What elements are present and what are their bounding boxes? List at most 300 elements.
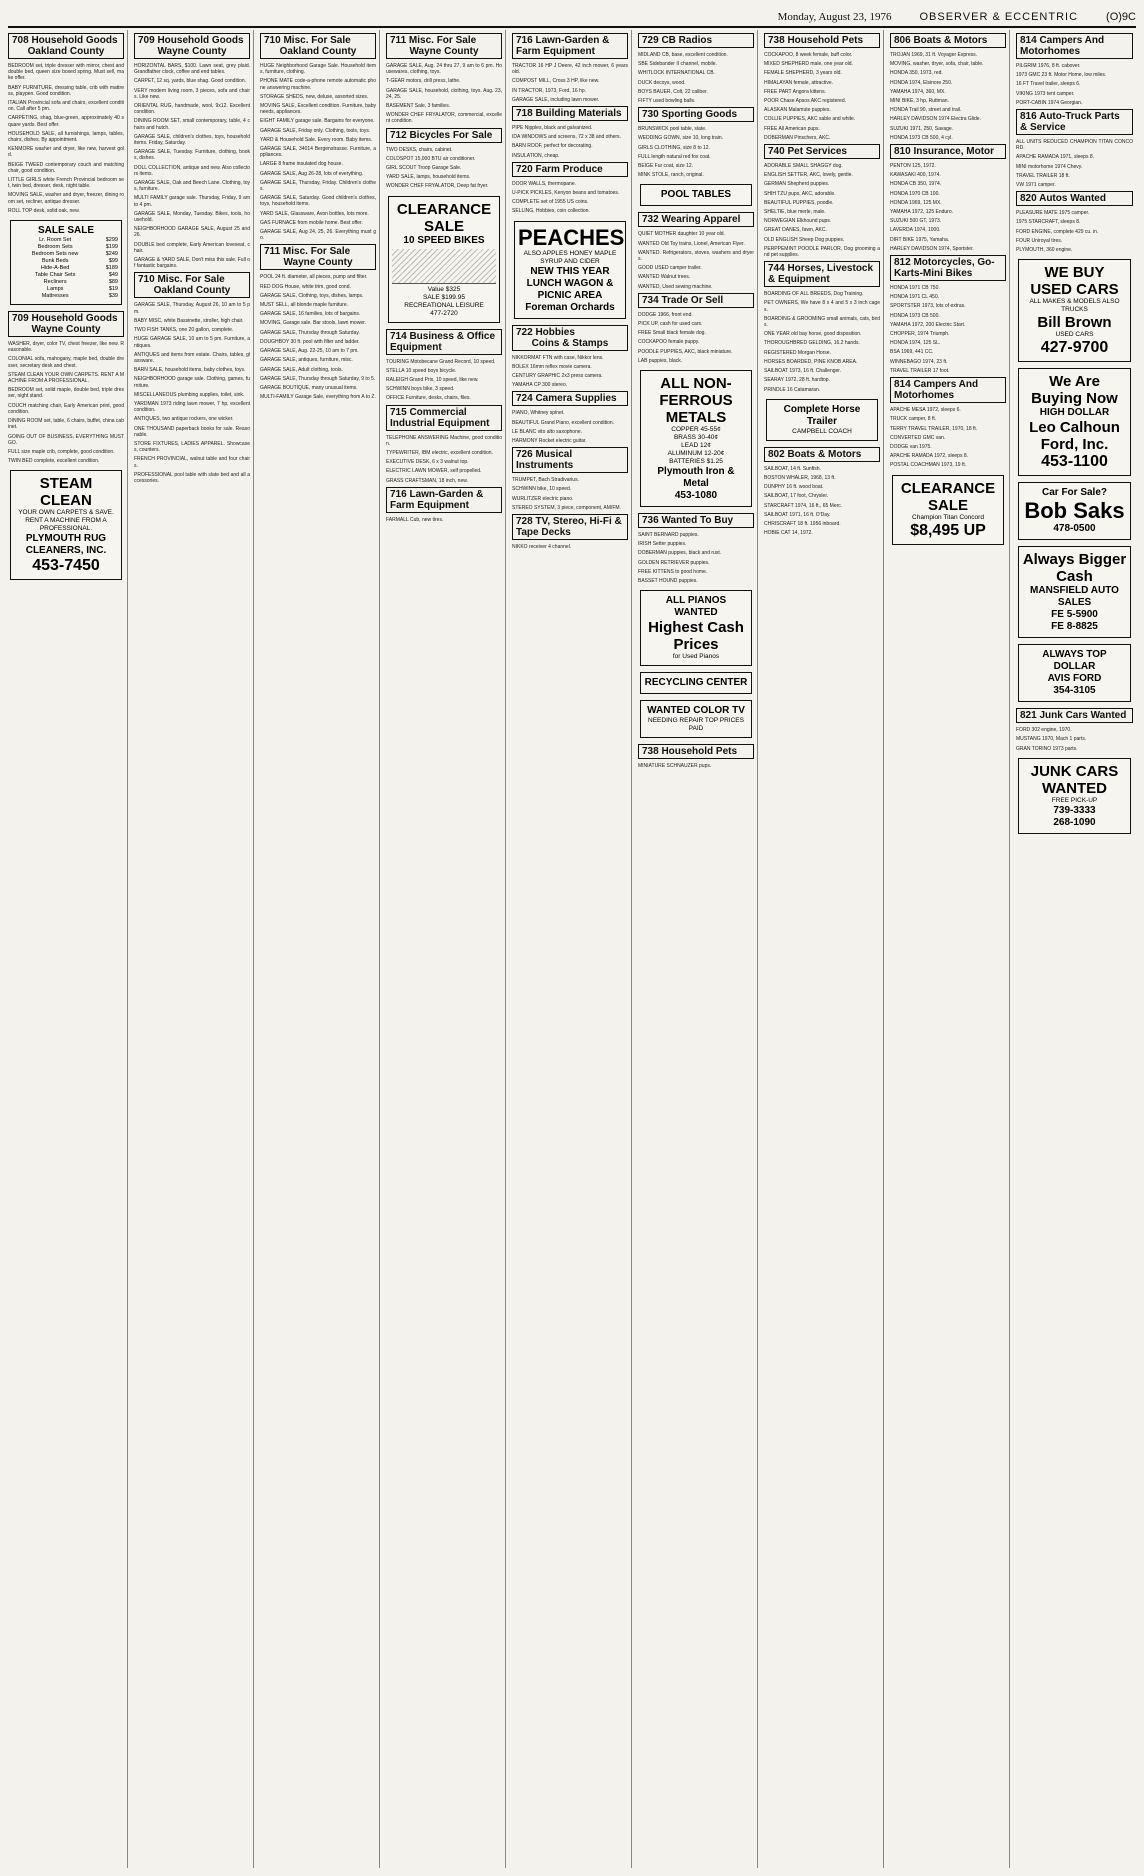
classified-ad: GERMAN Shepherd puppies. <box>764 181 830 188</box>
column-2 <box>134 30 254 1868</box>
classified-ad: DOUGHBOY 30 ft. pool with filter and ladder. <box>260 338 360 345</box>
classified-ad: GARAGE SALE, Thursday, Friday. Children's clothes. <box>260 179 376 193</box>
classified-ad: LARGE 8 frame insulated dog house. <box>260 161 343 168</box>
display-ad-line: Always Bigger Cash <box>1022 551 1127 586</box>
table-cell: Table Chair Sets <box>34 272 76 279</box>
classified-ad: PROFESSIONAL pool table with slate bed and all accessories. <box>134 471 250 484</box>
section-title: 729 CB Radios <box>642 35 713 46</box>
display-ad-line: FE 5-5900 <box>1051 609 1098 621</box>
classified-ad: GREAT DANES, fawn, AKC. <box>764 227 827 234</box>
section-heading <box>512 325 628 351</box>
classified-ad: INSULATION, cheap. <box>512 152 560 159</box>
section-heading <box>260 244 376 270</box>
section-title: 812 Motorcycles, Go-Karts-Mini Bikes <box>894 257 995 280</box>
classified-ad: MOVING SALE, Excellent condition. Furniture, baby needs, appliances. <box>260 103 376 116</box>
classified-ad: BEDROOM set, triple dresser with mirror, chest and double bed, queen size boxed spring. Must sell, make offer. <box>8 63 124 82</box>
classified-ad: HONDA 1969, 125 MX. <box>890 199 942 206</box>
section-heading <box>890 255 1006 281</box>
display-ad-line: 10 SPEED BIKES <box>403 234 485 246</box>
classified-ad: NEIGHBORHOOD GARAGE SALE, August 25 and 26. <box>134 226 250 239</box>
section-heading <box>260 33 376 59</box>
section-heading <box>764 447 880 462</box>
display-ad-line: SALE $199.95 <box>423 293 465 301</box>
classified-ad: GIRLS CLOTHING, size 8 to 12. <box>638 144 710 151</box>
display-ad-line: WE BUY USED CARS <box>1030 264 1119 299</box>
display-ad-line: ALL NON-FERROUS METALS <box>659 375 733 427</box>
display-ad-line: 478-0500 <box>1053 523 1096 535</box>
classified-ad: ONE YEAR old bay horse, good disposition. <box>764 331 862 338</box>
classified-ad: HUGE Neighborhood Garage Sale. Household items, furniture, clothing. <box>260 63 376 76</box>
section-title: 722 Hobbies <box>516 326 575 338</box>
display-ad-line: ALL MAKES & MODELS ALSO TRUCKS <box>1029 298 1120 314</box>
classified-ad: HONDA 350, 1973, red. <box>890 70 943 77</box>
classified-ad: PICK UP, cash for used cars. <box>638 321 703 328</box>
section-heading <box>890 377 1006 403</box>
section-subtitle: Wayne County <box>283 257 353 269</box>
classified-ad: WANTED Old Toy trains, Lionel, American Flyer. <box>638 240 745 247</box>
classified-ad: YARD & Household Sale. Every room. Baby items. <box>260 136 373 143</box>
display-ad <box>1018 758 1131 834</box>
display-ad-line: COPPER 45-55¢ <box>671 426 721 434</box>
classified-ad: GARAGE SALE, Aug 26-28, lots of everything. <box>260 170 364 177</box>
classified-ad: SAINT BERNARD puppies. <box>638 532 699 539</box>
classified-ad: TERRY TRAVEL TRAILER, 1970, 18 ft. <box>890 425 978 432</box>
table-cell: $199 <box>105 244 118 251</box>
classified-ad: TELEPHONE ANSWERING Machine, good condition. <box>386 434 502 447</box>
classified-ad: FORD ENGINE, complete 429 cu. in. <box>1016 228 1099 235</box>
column-6 <box>638 30 758 1868</box>
classified-ad: VIKING 1973 tent camper. <box>1016 90 1075 97</box>
classified-ad: GARAGE SALE, including lawn mower. <box>512 96 600 103</box>
section-heading <box>386 487 502 513</box>
classified-ad: HONDA Trail 90, street and trail. <box>890 107 962 114</box>
classified-ad: REGISTERED Morgan Horse. <box>764 349 831 356</box>
section-heading <box>1016 191 1133 206</box>
classified-ad: COMPLETE set of 1955 US coins. <box>512 199 589 206</box>
classified-ad: HORIZONTAL BARS, $100. Lawn seat, grey plaid. Grandfather clock, coffee and end tables. <box>134 63 250 76</box>
classified-ad: WEDDING GOWN, size 10, long train. <box>638 135 724 142</box>
display-ad-line: ALL PIANOS WANTED <box>665 595 727 619</box>
classified-ad: FRENCH PROVINCIAL, walnut table and four chairs. <box>134 456 250 469</box>
classified-ad: HIMALAYAN female, attractive. <box>764 79 834 86</box>
section-title: 714 Business & Office Equipment <box>390 330 496 353</box>
classified-ad: BEAUTIFUL PUPPIES, poodle. <box>764 199 834 206</box>
section-subtitle: Oakland County <box>153 285 231 297</box>
classified-ad: ANTIQUES, two antique rockers, one wicker. <box>134 416 234 423</box>
classified-ad: MINIATURE SCHNAUZER pups. <box>638 763 712 770</box>
classified-ad: POOL 24 ft. diameter, all pieces, pump and filter. <box>260 274 368 281</box>
classified-ad: MINI motorhome 1974 Chevy. <box>1016 163 1083 170</box>
classified-ad: WASHER, dryer, color TV, chest freezer, like new. Reasonable. <box>8 341 124 354</box>
classified-ad: MULTI-FAMILY Garage Sale, everything from A to Z. <box>260 394 376 401</box>
classified-ad: COUCH matching chair, Early American print, good condition. <box>8 402 124 415</box>
section-heading <box>8 33 124 59</box>
section-title: 715 Commercial Industrial Equipment <box>390 406 490 429</box>
classified-ad: HONDA 1971 CB 750. <box>890 285 940 292</box>
table-row <box>14 251 118 258</box>
classified-ad: PERPPEMINT POODLE PARLOR, Dog grooming and pet supplies. <box>764 245 880 259</box>
display-ad-line: 453-1100 <box>1041 453 1108 471</box>
section-heading <box>386 329 502 355</box>
classified-ad: DUCK decoys, wood. <box>638 79 686 86</box>
section-heading <box>386 33 502 59</box>
classified-ad: FREE KITTENS to good home. <box>638 568 708 575</box>
section-heading <box>638 293 754 308</box>
section-title: 820 Autos Wanted <box>1020 193 1106 205</box>
classified-ad: HARLEY DAVIDSON 1974 Electra Glide. <box>890 116 981 123</box>
table-row <box>14 244 118 251</box>
classified-ad: WINNEBAGO 1974, 23 ft. <box>890 358 948 365</box>
display-ad <box>766 399 878 441</box>
classified-ad: SHELTIE, blue merle, male. <box>764 209 826 216</box>
classified-ad: DIRT BIKE 1975, Yamaha. <box>890 236 950 243</box>
classified-ad: TWIN BED complete, excellent condition. <box>8 458 100 465</box>
section-heading <box>512 33 628 59</box>
display-ad-line: Champion Titan Concord <box>912 513 984 521</box>
display-ad-line: STEAM CLEAN <box>39 475 93 510</box>
display-ad <box>1018 482 1131 540</box>
classified-ad: HORSES BOARDED, PINE KNOB AREA. <box>764 358 858 365</box>
display-ad <box>10 470 122 580</box>
section-title: 740 Pet Services <box>768 146 847 158</box>
classified-ad: GARAGE SALE, Saturday. Good children's clothes, toys, household items. <box>260 195 376 208</box>
classified-ad: GARAGE SALE, Aug. 24 thru 27, 9 am to 6 pm. Housewares, clothing, toys. <box>386 63 502 76</box>
section-title: 709 Household Goods <box>12 313 118 325</box>
section-subtitle: Wayne County <box>409 46 479 57</box>
section-title: 738 Household Pets <box>768 35 864 46</box>
classified-ad: BEIGE Fur coat, size 12. <box>638 163 694 170</box>
display-ad <box>640 700 752 738</box>
classified-ad: GOLDEN RETRIEVER puppies. <box>638 559 710 566</box>
display-ad-line: POOL TABLES <box>660 189 732 201</box>
classified-ad: CHOPPER, 1974 Triumph. <box>890 331 950 338</box>
classified-ad: APACHE MESA 1972, sleeps 6. <box>890 407 961 414</box>
classified-ad: HARMONY Rocket electric guitar. <box>512 438 587 445</box>
classified-ad: SAILBOAT, 17 foot, Chrysler. <box>764 493 829 500</box>
table-row <box>14 279 118 286</box>
classified-ad: GARAGE SALE, Oak and Beech Lane. Clothing, toys, furniture. <box>134 180 250 193</box>
classified-ad: PILGRIM 1976, 8 ft. cabover. <box>1016 63 1081 69</box>
classified-ad: PIPE Nipples, black and galvanized. <box>512 125 593 132</box>
classified-ad: LE BLANC vito alto saxophone. <box>512 428 583 435</box>
classified-ad: DUNPHY 16 ft. wood boat. <box>764 484 824 491</box>
classified-ad: TRUMPET, Bach Stradivarius. <box>512 477 579 484</box>
display-ad-line: Bob Saks <box>1024 498 1125 524</box>
classified-ad: BOARDING OF ALL BREEDS, Dog Training. <box>764 291 864 298</box>
classified-ad: BOYS BAUER, Colt, 22 caliber. <box>638 88 708 95</box>
section-heading <box>386 128 502 143</box>
classified-ad: FREE PART Angora kittens. <box>764 88 826 95</box>
classified-ad: BOARDING & GROOMING small animals, cats, birds. <box>764 315 880 329</box>
classified-ad: ROLL TOP desk, solid oak, new. <box>8 207 80 214</box>
table-cell: $19 <box>108 286 118 293</box>
classified-ad: SELLING, Hobbies, coin collection. <box>512 208 590 215</box>
classified-ad: COLONIAL sofa, mahogany, maple bed, double dresser, secretary desk and chest. <box>8 356 124 369</box>
classified-ad: GARAGE SALE, Thursday through Saturday, 9 to 5. <box>260 375 376 382</box>
display-ad-line: Highest Cash Prices <box>648 619 744 654</box>
classified-ad: WHITLOCK INTERNATIONAL CB. <box>638 70 715 77</box>
display-ad-line: Value $325 <box>427 285 461 293</box>
section-heading <box>1016 33 1133 59</box>
section-title: 711 Misc. For Sale <box>264 246 351 258</box>
classified-ad: PRINDLE 16 Catamaran. <box>764 386 821 393</box>
classified-ad: CHRISCRAFT 18 ft. 1956 inboard. <box>764 520 841 527</box>
classified-ad: SCHWINN bike, 10 speed. <box>512 486 572 493</box>
section-title: 816 Auto-Truck Parts & Service <box>1020 111 1120 134</box>
column-7 <box>764 30 884 1868</box>
display-ad-line: WANTED COLOR TV <box>647 705 745 717</box>
section-title: 810 Insurance, Motor <box>894 146 995 158</box>
section-title: 736 Wanted To Buy <box>642 515 734 527</box>
classified-ad: STORE FIXTURES, LADIES APPAREL. Showcases, counters. <box>134 440 250 454</box>
section-subtitle: Wayne County <box>31 324 101 336</box>
classified-ad: HONDA CB 350, 1974. <box>890 181 942 188</box>
classified-ad: STEREO SYSTEM, 3 piece, component, AM/FM. <box>512 504 621 511</box>
classified-ad: LITTLE GIRLS white French Provincial bedroom set, twin bed, dresser, desk, night table. <box>8 177 124 190</box>
display-ad-line: 477-2720 <box>430 309 458 317</box>
section-heading <box>512 514 628 540</box>
classified-ad: QUIET MOTHER daughter 10 year old. <box>638 231 725 238</box>
display-ad-line: Foreman Orchards <box>525 301 615 313</box>
classified-ad: WANTED, Used sewing machine. <box>638 283 713 290</box>
classified-ad: HONDA 1971 CL 450. <box>890 294 940 301</box>
classified-ad: DOBERMAN Pinschers, AKC. <box>764 134 831 141</box>
classified-ad: IDA WINDOWS and screens, 72 x 38 and others. <box>512 134 621 141</box>
price-table <box>14 237 118 300</box>
classified-ad: YARDMAN 1973 riding lawn mower, 7 hp, excellent condition. <box>134 400 250 414</box>
classified-ad: GOING OUT OF BUSINESS, EVERYTHING MUST GO. <box>8 433 124 446</box>
table-cell: Mattresses <box>41 293 69 300</box>
classified-ad: GARAGE SALE, Thursday through Saturday. <box>260 329 360 336</box>
classified-ad: GRAN TORINO 1973 parts. <box>1016 745 1078 752</box>
classified-ad: COLDSPOT 15,000 BTU air conditioner. <box>386 155 476 162</box>
display-ad-line: Complete Horse Trailer <box>783 403 861 427</box>
classified-ad: GARAGE SALE, Aug 24, 25, 26. Everything must go. <box>260 229 376 242</box>
classified-ad: PORT-CABIN 1974 Georgian. <box>1016 99 1083 106</box>
classified-ad: OFFICE Furniture, desks, chairs, files. <box>386 395 471 402</box>
display-ad-line: Car For Sale? <box>1041 487 1108 499</box>
classified-ad: ENGLISH SETTER, AKC, lovely, gentle. <box>764 172 853 179</box>
section-title: 710 Misc. For Sale <box>264 35 351 46</box>
classified-ad: U-PICK PICKLES, Kenyon beans and tomatoes. <box>512 190 620 197</box>
display-ad <box>640 370 752 507</box>
section-title: 814 Campers And Motorhomes <box>894 379 979 402</box>
classified-ad: CENTURY GRAPHIC 2x3 press camera. <box>512 373 603 380</box>
display-ad-line: BATTERIES $1.25 <box>669 458 723 466</box>
classified-ad: CONVERTED GMC van. <box>890 434 946 441</box>
classified-ad: SAILBOAT, 14 ft. Sunfish. <box>764 465 821 472</box>
classified-ad: GIRL SCOUT Troop Garage Sale. <box>386 165 462 172</box>
classified-ad: GARAGE SALE, 34014 Bergenstrasse. Furniture, appliances. <box>260 146 376 159</box>
classified-ad: RED DOG House, white trim, good cond. <box>260 283 351 290</box>
section-heading <box>1016 109 1133 135</box>
classified-ad: GARAGE SALE, Thursday, August 26, 10 am to 5 pm. <box>134 302 250 315</box>
classified-ad: MOVING, Garage sale. Bar stools, lawn mower. <box>260 320 366 327</box>
classified-ad: DOBERMAN puppies, black and rust. <box>638 550 722 557</box>
section-heading <box>638 33 754 48</box>
display-ad <box>388 196 500 323</box>
classified-ad: YAMAHA CP 300 stereo. <box>512 382 568 389</box>
classified-ad: STEAM CLEAN YOUR OWN CARPETS. RENT A MACHINE FROM A PROFESSIONAL. <box>8 371 124 385</box>
classified-ad: ONE THOUSAND paperback books for sale. Reasonable. <box>134 425 250 438</box>
classified-ad: LAB puppies, black. <box>638 357 683 364</box>
classified-ad: NEIGHBORHOOD garage sale. Clothing, games, furniture. <box>134 376 250 389</box>
classified-ad: HOBIE CAT 14, 1972. <box>764 530 813 537</box>
classified-ad: TROJAN 1969, 31 ft. Voyager Express. <box>890 52 977 58</box>
classified-ad: TWO DESKS, chairs, cabinet. <box>386 146 453 153</box>
bicycle-illustration <box>392 249 496 284</box>
display-ad-line: NEW THIS YEAR LUNCH WAGON & PICNIC AREA <box>526 265 614 301</box>
classified-ad: SUZUKI 1971, 250, Savage. <box>890 125 954 132</box>
column-1 <box>8 30 128 1868</box>
classified-ad: FREE All American pups. <box>764 125 820 132</box>
display-ad-line: ALUMINUM 12-20¢ <box>667 450 725 458</box>
classified-ad: POOR Chase Apsos AKC registered. <box>764 98 846 105</box>
classified-ad: DOOR WALLS, thermopane. <box>512 180 577 187</box>
column-8 <box>890 30 1010 1868</box>
section-title: 732 Wearing Apparel <box>642 214 741 226</box>
classified-ad: GARAGE SALE, household, clothing, toys. Aug. 23, 24, 25. <box>386 87 502 100</box>
classified-ad: ORIENTAL RUG, handmade, wool, 9x12. Excellent condition. <box>134 103 250 116</box>
classified-ad: GARAGE SALE, Tuesday. Furniture, clothing, books, dishes. <box>134 149 250 162</box>
table-cell: $299 <box>105 237 118 244</box>
classified-ad: DINING ROOM SET, small contemporary, table, 4 chairs and hutch. <box>134 118 250 131</box>
classified-ad: PET OWNERS, We have 8 x 4 and 5 x 3 inch cages. <box>764 300 880 313</box>
display-ad-line: MANSFIELD AUTO SALES <box>1030 585 1119 609</box>
classified-ad: HONDA 1973 CB 500. <box>890 312 940 319</box>
issue-date: Monday, August 23, 1976 <box>777 11 892 23</box>
classified-ad: GARAGE BOUTIQUE, many unusual items. <box>260 384 358 391</box>
display-ad-line: FE 8-8825 <box>1051 621 1098 633</box>
classified-ad: HONDA 1973 CB 500, 4 cyl. <box>890 134 953 141</box>
table-cell: $49 <box>108 272 118 279</box>
classified-ad: SAILBOAT 1973, 16 ft. Challenger. <box>764 368 842 375</box>
display-ad-line: CAMPBELL COACH <box>792 427 852 435</box>
section-subtitle: Coins & Stamps <box>531 337 609 349</box>
section-title: 716 Lawn-Garden & Farm Equipment <box>390 488 484 511</box>
classified-ad: DOUBLE bed complete, Early American loveseat, chair. <box>134 241 250 254</box>
classified-ad: T-GEAR motors, drill press, lathe. <box>386 78 461 85</box>
classified-ad: SAILBOAT 1971, 16 ft. O'Day. <box>764 511 831 518</box>
classified-ad: GARAGE SALE, antiques, furniture, misc. <box>260 357 353 364</box>
display-ad-line: We Are Buying Now <box>1031 373 1118 408</box>
display-ad-line: JUNK CARS WANTED <box>1030 762 1119 797</box>
classified-ad: TRAVEL TRAILER 18 ft. <box>1016 172 1070 179</box>
display-ad <box>1018 368 1131 476</box>
section-title: 711 Misc. For Sale <box>390 35 477 46</box>
classified-ad: LAVERDA 1974, 1000. <box>890 227 941 234</box>
display-ad <box>640 590 752 666</box>
classified-ad: CARPET, 12 sq. yards, blue shag. Good condition. <box>134 78 247 85</box>
section-title: 738 Household Pets <box>642 746 738 758</box>
table-cell: $249 <box>105 251 118 258</box>
display-ad-line: USED CARS <box>1055 331 1094 339</box>
classified-ad: PLEASURE MATE 1975 camper. <box>1016 210 1090 217</box>
classified-ad: ANTIQUES and items from estate. Chairs, tables, glassware. <box>134 351 250 364</box>
classified-ad: FIFTY used bowling balls. <box>638 98 696 105</box>
section-title: 708 Household Goods <box>12 35 118 46</box>
classified-ad: BARN SALE, household items, baby clothes, toys. <box>134 367 246 374</box>
classified-ad: MUSTANG 1970, Mach 1 parts. <box>1016 736 1087 743</box>
section-title: 744 Horses, Livestock & Equipment <box>768 263 874 286</box>
classified-ad: HONDA 1974, Elsinore 250. <box>890 79 953 86</box>
section-heading <box>890 33 1006 48</box>
section-title: 724 Camera Supplies <box>516 393 617 405</box>
display-ad-line: 427-9700 <box>1040 339 1109 357</box>
table-row <box>14 272 118 279</box>
classified-ad: MOVING, washer, dryer, sofa, chair, table. <box>890 61 984 68</box>
section-title: 720 Farm Produce <box>516 163 603 175</box>
display-ad-line: for Used Pianos <box>672 653 720 661</box>
classified-ad: WURLITZER electric piano. <box>512 495 574 502</box>
classified-ad: BEAUTIFUL Grand Piano, excellent condition. <box>512 419 615 426</box>
classified-ad: SCHWINN boys bike, 3 speed. <box>386 386 455 393</box>
display-ad-line: $8,495 UP <box>910 521 986 539</box>
classified-ad: HUGE GARAGE SALE, 10 am to 5 pm. Furniture, antiques. <box>134 336 250 349</box>
classified-ad: KAWASAKI 400, 1974. <box>890 172 941 179</box>
masthead <box>8 8 1136 28</box>
display-ad-line: FREE PICK-UP <box>1051 796 1098 804</box>
classified-ad: STELLA 10 speed boys bicycle. <box>386 367 457 374</box>
section-title: 728 TV, Stereo, Hi-Fi & Tape Decks <box>516 516 622 539</box>
section-title: 710 Misc. For Sale <box>138 274 225 286</box>
classified-ad: YAMAHA 1972, 200 Electric Start. <box>890 321 966 328</box>
display-ad-line: 453-7450 <box>32 557 100 575</box>
classified-ad: BOLEX 16mm reflex movie camera. <box>512 363 592 370</box>
classified-ad: PHONE MATE code-a-phone remote automatic phone answering machine. <box>260 78 376 91</box>
classified-ad: APACHE RAMADA 1972, sleeps 8. <box>890 453 968 460</box>
classified-ad: GARAGE & YARD SALE, Don't miss this sale. Full of fantastic bargains. <box>134 257 250 270</box>
table-cell: Hide-A-Bed <box>40 265 70 272</box>
section-heading <box>512 391 628 406</box>
table-cell: $89 <box>108 279 118 286</box>
table-cell: $189 <box>105 265 118 272</box>
classified-ad: FULL length natural red fox coat. <box>638 153 711 160</box>
classified-ad: HOUSEHOLD SALE, all furnishings, lamps, tables, chairs, dishes. By appointment. <box>8 130 124 144</box>
display-ad-line: RECREATIONAL LEISURE <box>404 301 484 309</box>
table-row <box>14 258 118 265</box>
section-title: 802 Boats & Motors <box>768 448 862 460</box>
section-subtitle: Oakland County <box>27 46 105 57</box>
classified-ad: VW 1971 camper. <box>1016 182 1056 189</box>
display-ad-line: Plymouth Iron & Metal <box>657 466 735 490</box>
classified-ad: RALEIGH Grand Prix, 10 speed, like new. <box>386 377 479 384</box>
section-title: 718 Building Materials <box>516 108 622 120</box>
classified-ad: SUZUKI 500 GT, 1973. <box>890 218 942 225</box>
classified-ad: GARAGE SALE, Clothing, toys, dishes, lamps. <box>260 292 364 299</box>
classified-ad: 1973 GMC 23 ft. Motor Home, low miles. <box>1016 72 1107 79</box>
column-9 <box>1016 30 1136 1868</box>
classified-ad: BEIGE TWEED contemporary couch and matching chair, good condition. <box>8 161 124 174</box>
classified-ad: DODGE van 1975. <box>890 443 932 450</box>
column-grid <box>8 30 1136 1868</box>
classified-ad: EXECUTIVE DESK, 6 x 3 walnut top. <box>386 459 469 466</box>
classified-ad: ELECTRIC LAWN MOWER, self propelled. <box>386 468 482 475</box>
section-heading <box>134 33 250 59</box>
display-ad-line: CLEARANCE SALE <box>396 200 492 235</box>
section-heading <box>638 513 754 528</box>
classified-ad: MIDLAND CB, base, excellent condition. <box>638 52 728 58</box>
newspaper-name: OBSERVER & ECCENTRIC <box>919 11 1079 23</box>
classified-ad: NORWEGIAN Elkhound pups. <box>764 218 832 225</box>
classified-ad: IRISH Setter puppies. <box>638 541 687 548</box>
section-title: 716 Lawn-Garden & Farm Equipment <box>516 35 610 57</box>
classified-ad: MUST SELL, all blonde maple furniture. <box>260 302 349 309</box>
classified-ad: YAMAHA 1974, 360, MX. <box>890 88 946 95</box>
classified-ad: YAMAHA 1972, 125 Enduro. <box>890 209 954 216</box>
display-ad-line: 354-3105 <box>1053 685 1096 697</box>
section-heading <box>764 261 880 287</box>
